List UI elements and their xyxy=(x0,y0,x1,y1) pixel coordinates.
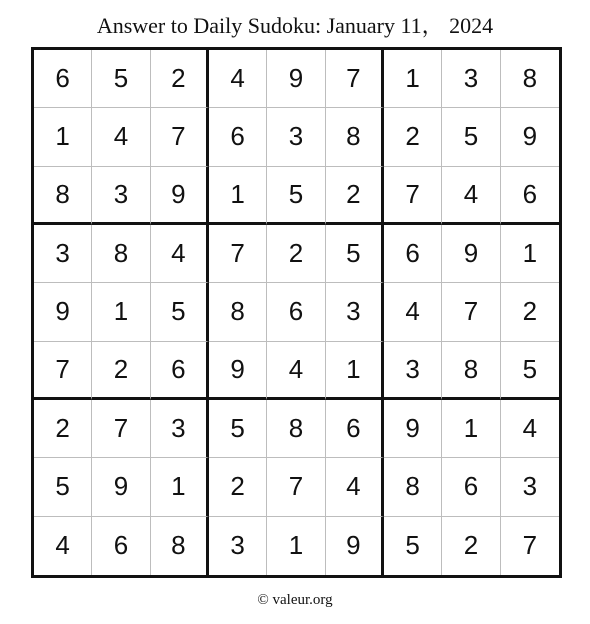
sudoku-cell: 9 xyxy=(209,342,267,400)
sudoku-cell: 5 xyxy=(92,50,150,108)
sudoku-cell: 3 xyxy=(34,225,92,283)
sudoku-cell: 8 xyxy=(92,225,150,283)
sudoku-cell: 2 xyxy=(151,50,209,108)
sudoku-cell: 3 xyxy=(209,517,267,575)
sudoku-cell: 6 xyxy=(384,225,442,283)
sudoku-cell: 4 xyxy=(326,458,384,516)
sudoku-cell: 2 xyxy=(442,517,500,575)
sudoku-cell: 6 xyxy=(209,108,267,166)
sudoku-cell: 4 xyxy=(34,517,92,575)
sudoku-cell: 6 xyxy=(442,458,500,516)
sudoku-cell: 4 xyxy=(92,108,150,166)
sudoku-cell: 3 xyxy=(151,400,209,458)
sudoku-cell: 9 xyxy=(34,283,92,341)
sudoku-cell: 6 xyxy=(267,283,325,341)
sudoku-cell: 1 xyxy=(92,283,150,341)
sudoku-cell: 9 xyxy=(384,400,442,458)
sudoku-cell: 8 xyxy=(384,458,442,516)
sudoku-cell: 5 xyxy=(442,108,500,166)
sudoku-cell: 5 xyxy=(501,342,559,400)
sudoku-cell: 8 xyxy=(326,108,384,166)
sudoku-cell: 6 xyxy=(92,517,150,575)
sudoku-cell: 7 xyxy=(267,458,325,516)
sudoku-cell: 3 xyxy=(92,167,150,225)
sudoku-cell: 5 xyxy=(267,167,325,225)
sudoku-cell: 8 xyxy=(501,50,559,108)
sudoku-cell: 7 xyxy=(92,400,150,458)
sudoku-cell: 7 xyxy=(151,108,209,166)
sudoku-cell: 4 xyxy=(442,167,500,225)
sudoku-cell: 4 xyxy=(384,283,442,341)
sudoku-cell: 2 xyxy=(92,342,150,400)
sudoku-cell: 1 xyxy=(384,50,442,108)
page-title: Answer to Daily Sudoku: January 11， 2024 xyxy=(96,13,494,38)
sudoku-cell: 9 xyxy=(151,167,209,225)
sudoku-cell: 6 xyxy=(151,342,209,400)
sudoku-cell: 3 xyxy=(326,283,384,341)
sudoku-cell: 2 xyxy=(34,400,92,458)
copyright-footer: © valeur.org xyxy=(257,592,333,608)
sudoku-cell: 5 xyxy=(34,458,92,516)
sudoku-cell: 7 xyxy=(326,50,384,108)
sudoku-cell: 8 xyxy=(151,517,209,575)
sudoku-cell: 1 xyxy=(267,517,325,575)
sudoku-cell: 7 xyxy=(522,530,538,561)
sudoku-cell: 9 xyxy=(501,108,559,166)
sudoku-cell: 8 xyxy=(34,167,92,225)
sudoku-cell: 8 xyxy=(267,400,325,458)
sudoku-cell: 5 xyxy=(384,517,442,575)
sudoku-cell: 2 xyxy=(384,108,442,166)
sudoku-cell: 5 xyxy=(326,225,384,283)
sudoku-cell: 3 xyxy=(442,50,500,108)
sudoku-cell: 1 xyxy=(442,400,500,458)
sudoku-cell: 5 xyxy=(151,283,209,341)
sudoku-cell: 6 xyxy=(326,400,384,458)
sudoku-cell: 7 xyxy=(209,225,267,283)
sudoku-cell: 9 xyxy=(92,458,150,516)
sudoku-cell: 4 xyxy=(501,400,559,458)
sudoku-cell: 5 xyxy=(209,400,267,458)
sudoku-cell: 1 xyxy=(34,108,92,166)
sudoku-cell: 6 xyxy=(34,50,92,108)
sudoku-cell: 2 xyxy=(267,225,325,283)
sudoku-cell: 1 xyxy=(326,342,384,400)
sudoku-cell: 1 xyxy=(151,458,209,516)
sudoku-cell: 8 xyxy=(209,283,267,341)
sudoku-cell: 7 xyxy=(442,283,500,341)
sudoku-cell: 4 xyxy=(209,50,267,108)
sudoku-cell: 7 xyxy=(34,342,92,400)
sudoku-cell: 4 xyxy=(151,225,209,283)
sudoku-cell: 9 xyxy=(442,225,500,283)
sudoku-cell: 8 xyxy=(442,342,500,400)
sudoku-cell: 1 xyxy=(501,225,559,283)
sudoku-cell: 9 xyxy=(326,517,384,575)
sudoku-cell: 2 xyxy=(326,167,384,225)
sudoku-cell: 6 xyxy=(501,167,559,225)
sudoku-cell: 7 xyxy=(384,167,442,225)
sudoku-cell: 3 xyxy=(501,458,559,516)
sudoku-cell: 2 xyxy=(209,458,267,516)
sudoku-cell: 9 xyxy=(267,50,325,108)
sudoku-cell: 1 xyxy=(209,167,267,225)
sudoku-cell: 3 xyxy=(384,342,442,400)
sudoku-cell: 2 xyxy=(501,283,559,341)
sudoku-cell: 4 xyxy=(267,342,325,400)
sudoku-board xyxy=(31,47,562,578)
sudoku-cell: 3 xyxy=(267,108,325,166)
